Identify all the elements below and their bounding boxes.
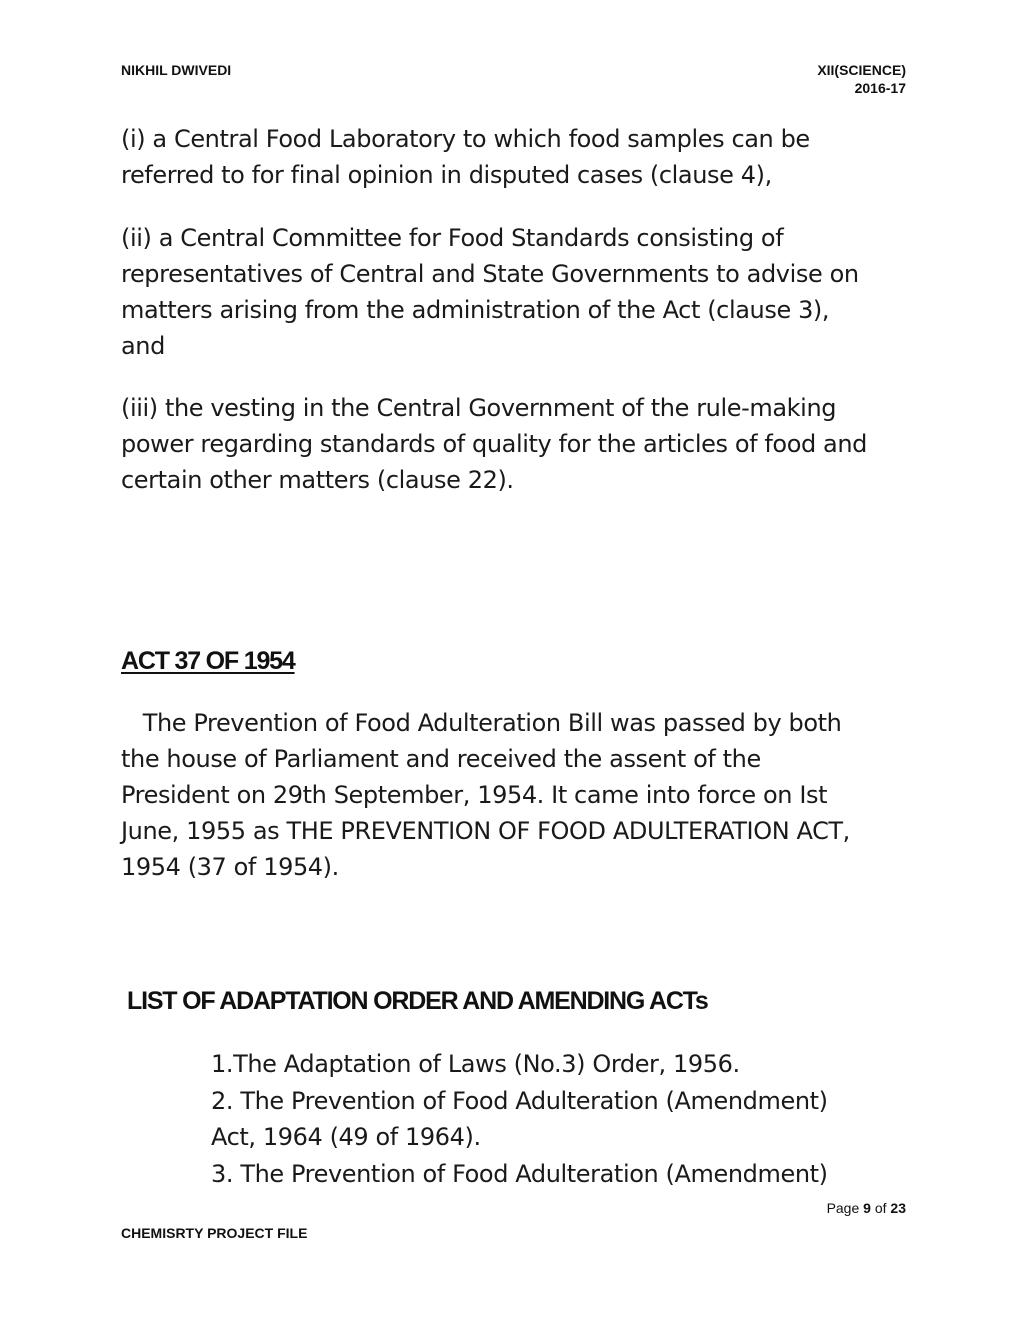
clause-i-paragraph: (i) a Central Food Laboratory to which food samples can be referred to for final opinion in disputed cases (clause 4), <box>121 125 810 189</box>
header-author: NIKHIL DWIVEDI <box>121 62 232 78</box>
act-body-paragraph: The Prevention of Food Adulteration Bill was passed by both the house of Parliament and received the assent of the President on 29th September, 1954. It came into force on Ist June, 1955 as THE PREVENTION OF FOOD ADULTERATION ACT, 1954 (37 of 1954). <box>121 709 850 881</box>
page-number <box>827 1199 906 1217</box>
footer-label: CHEMISRTY PROJECT FILE <box>121 1225 308 1241</box>
page-total: 23 <box>890 1200 906 1216</box>
adaptation-list <box>211 1046 911 1192</box>
header-session: 2016-17 <box>854 80 906 96</box>
list-item: 3. The Prevention of Food Adulteration (Amendment) <box>211 1159 828 1188</box>
page-prefix: Page <box>826 1200 860 1216</box>
act-heading: ACT 37 OF 1954 <box>121 647 295 675</box>
adaptation-heading: LIST OF ADAPTATION ORDER AND AMENDING ACTs <box>127 987 708 1015</box>
page-current: 9 <box>863 1200 871 1216</box>
page-separator: of <box>874 1200 887 1216</box>
list-item: 1.The Adaptation of Laws (No.3) Order, 1956. <box>211 1050 740 1078</box>
header-class: XII(SCIENCE) <box>817 62 906 78</box>
header-class-session <box>817 61 906 97</box>
clause-iii-paragraph: (iii) the vesting in the Central Government of the rule-making power regarding standards of quality for the articles of food and certain other matters (clause 22). <box>121 394 868 494</box>
list-item: 2. The Prevention of Food Adulteration (Amendment) Act, 1964 (49 of 1964). <box>211 1086 828 1151</box>
clause-ii-paragraph: (ii) a Central Committee for Food Standards consisting of representatives of Central and State Governments to advise on matters arising from the administration of the Act (clause 3), and <box>121 224 859 360</box>
